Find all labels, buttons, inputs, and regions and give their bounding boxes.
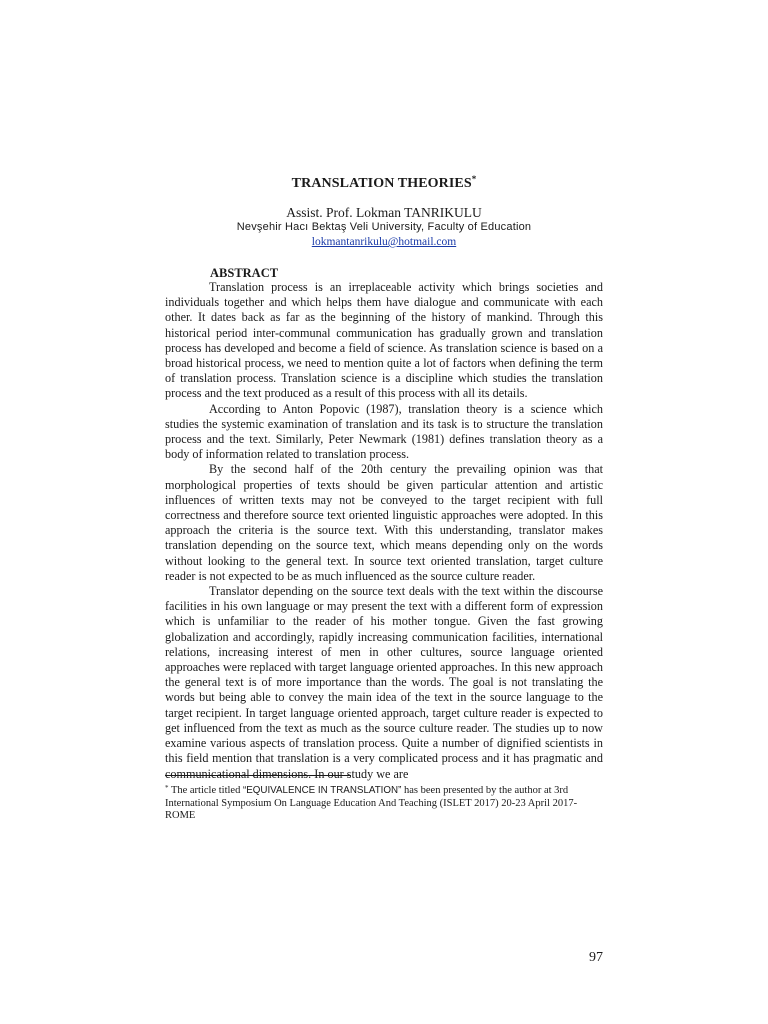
- paper-title: [0, 174, 768, 192]
- paper-title-text: TRANSLATION THEORIES: [291, 176, 472, 191]
- footnote-divider: [165, 775, 351, 776]
- footnote-mark: *: [165, 784, 169, 792]
- abstract-heading: ABSTRACT: [210, 266, 279, 280]
- author-email: [0, 236, 768, 248]
- paragraph-2: According to Anton Popovic (1987), translation theory is a science which studies the systemic examination of translation and its task is to structure the translation process and the text. Similarly, Peter Newmark (1981) defines translation theory as a body of information related to translation process.: [165, 401, 603, 462]
- paragraph-3: By the second half of the 20th century the prevailing opinion was that morphological properties of texts should be given particular attention and artistic influences of written texts may not be conveyed to the target recipient with full correctness and therefore source text oriented linguistic approaches were adopted. In this approach the criteria is the source text. With this understanding, translator makes translation depending on the source text, which means depending only on the words without looking to the general text. In source text oriented translation, target culture reader is not expected to be as much influenced as the source culture reader.: [165, 462, 603, 583]
- paragraph-4: Translator depending on the source text deals with the text within the discourse facilities in his own language or may present the text with a different form of expression which is unfamiliar to the reader of his mother tongue. Given the fast growing globalization and accordingly, rapidly increasing communication facilities, international relations, increasing interest of men in other cultures, source language oriented approaches were replaced with target language oriented approaches. In this new approach the general text is of more importance than the words. The goal is not translating the words but being able to convey the main idea of the text in the source language to the target recipient. In target language oriented approach, target culture reader is expected to get influenced from the text as much as the source culture reader. The studies up to now examine various aspects of translation process. Quite a number of dignified scientists in this field mention that translation is a very complicated process and it has pragmatic and communicational dimensions. In our study we are: [165, 584, 603, 781]
- footnote: [165, 782, 603, 823]
- footnote-text-end: has been presented by the author at 3rd International Symposium On Language Education And Teaching (ISLET 2017) 20-23 April 2017- ROME: [165, 785, 578, 821]
- title-footnote-mark: *: [471, 174, 477, 184]
- paragraph-1: Translation process is an irreplaceable activity which brings societies and individuals together and which helps them have dialogue and communicate with each other. It dates back as far as the beginning of the history of mankind. Through this historical period inter-communal communication has gradually grown and translation process has developed and become a field of science. As translation science is based on a broad historical process, we need to mention quite a lot of factors when defining the term of translation process. Translation science is a discipline which studies the translation process and the text produced as a result of this process with all its details.: [165, 280, 603, 401]
- page-number: 97: [589, 950, 603, 965]
- footnote-text-start: The article titled: [170, 785, 243, 796]
- footnote-article-name: “EQUIVALENCE IN TRANSLATION”: [242, 785, 402, 796]
- abstract-body: [165, 280, 603, 782]
- author-email-link[interactable]: lokmantanrikulu@hotmail.com: [311, 236, 457, 248]
- author-name: Assist. Prof. Lokman TANRIKULU: [286, 205, 482, 220]
- author-affiliation: Nevşehir Hacı Bektaş Veli University, Faculty of Education: [236, 221, 532, 233]
